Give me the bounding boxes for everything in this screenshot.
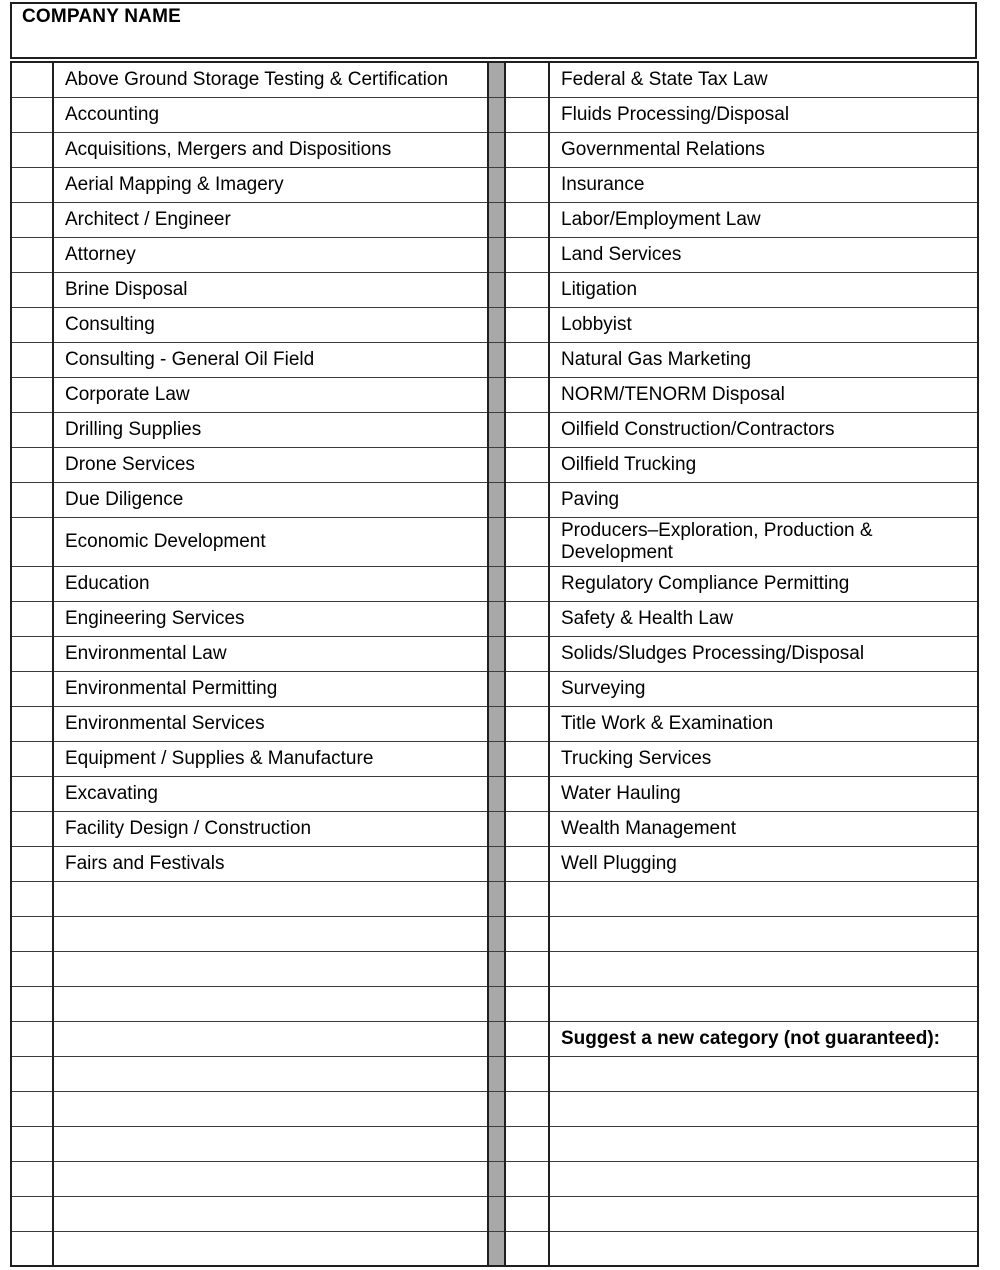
divider-bar — [488, 482, 505, 517]
left-category-cell — [53, 1161, 488, 1196]
right-category-label: Oilfield Construction/Contractors — [561, 418, 835, 440]
left-checkbox-cell[interactable] — [11, 1056, 53, 1091]
right-checkbox-cell[interactable] — [505, 307, 549, 342]
left-category-label: Engineering Services — [65, 607, 245, 629]
right-category-cell — [549, 1091, 978, 1126]
left-checkbox-cell[interactable] — [11, 307, 53, 342]
category-table-body — [11, 62, 978, 1266]
right-category-cell — [549, 601, 978, 636]
left-category-cell — [53, 776, 488, 811]
left-category-label: Acquisitions, Mergers and Dispositions — [65, 138, 392, 160]
left-category-label: Consulting - General Oil Field — [65, 348, 315, 370]
right-category-label: NORM/TENORM Disposal — [561, 383, 785, 405]
right-checkbox-cell[interactable] — [505, 482, 549, 517]
left-checkbox-cell[interactable] — [11, 97, 53, 132]
left-checkbox-cell[interactable] — [11, 447, 53, 482]
left-category-label: Due Diligence — [65, 488, 184, 510]
right-category-label: Fluids Processing/Disposal — [561, 103, 790, 125]
left-category-cell — [53, 986, 488, 1021]
right-checkbox-cell[interactable] — [505, 706, 549, 741]
left-checkbox-cell[interactable] — [11, 846, 53, 881]
divider-bar — [488, 671, 505, 706]
right-category-label: Surveying — [561, 677, 646, 699]
table-row — [11, 377, 978, 412]
right-category-cell — [549, 706, 978, 741]
divider-bar — [488, 1056, 505, 1091]
left-category-cell — [53, 1021, 488, 1056]
left-checkbox-cell[interactable] — [11, 881, 53, 916]
right-category-cell — [549, 846, 978, 881]
right-category-cell — [549, 97, 978, 132]
right-category-cell — [549, 62, 978, 97]
right-checkbox-cell[interactable] — [505, 601, 549, 636]
table-row — [11, 272, 978, 307]
divider-bar — [488, 986, 505, 1021]
right-category-cell — [549, 741, 978, 776]
table-row — [11, 1021, 978, 1056]
divider-bar — [488, 272, 505, 307]
right-checkbox-cell[interactable] — [505, 167, 549, 202]
right-checkbox-cell[interactable] — [505, 1021, 549, 1056]
right-category-label: Well Plugging — [561, 852, 677, 874]
divider-bar — [488, 846, 505, 881]
right-checkbox-cell[interactable] — [505, 202, 549, 237]
right-category-cell — [549, 1126, 978, 1161]
right-checkbox-cell[interactable] — [505, 517, 549, 566]
left-checkbox-cell[interactable] — [11, 671, 53, 706]
right-category-label: Water Hauling — [561, 782, 681, 804]
left-checkbox-cell[interactable] — [11, 601, 53, 636]
left-category-cell — [53, 846, 488, 881]
left-category-cell — [53, 601, 488, 636]
left-category-label: Attorney — [65, 243, 136, 265]
right-checkbox-cell[interactable] — [505, 1056, 549, 1091]
right-checkbox-cell[interactable] — [505, 1091, 549, 1126]
left-category-cell — [53, 1056, 488, 1091]
right-checkbox-cell[interactable] — [505, 342, 549, 377]
left-category-label: Equipment / Supplies & Manufacture — [65, 747, 374, 769]
table-row — [11, 776, 978, 811]
right-category-cell — [549, 237, 978, 272]
divider-bar — [488, 412, 505, 447]
left-category-cell — [53, 951, 488, 986]
right-checkbox-cell[interactable] — [505, 272, 549, 307]
table-row — [11, 846, 978, 881]
left-category-label: Accounting — [65, 103, 160, 125]
left-category-label: Economic Development — [65, 530, 266, 552]
left-category-cell — [53, 1196, 488, 1231]
divider-bar — [488, 237, 505, 272]
left-category-cell — [53, 1091, 488, 1126]
right-category-cell — [549, 377, 978, 412]
left-checkbox-cell[interactable] — [11, 272, 53, 307]
left-category-cell — [53, 412, 488, 447]
table-row — [11, 62, 978, 97]
right-category-label: Trucking Services — [561, 747, 712, 769]
right-category-label: Land Services — [561, 243, 682, 265]
left-checkbox-cell[interactable] — [11, 741, 53, 776]
left-category-label: Environmental Services — [65, 712, 265, 734]
left-category-label: Architect / Engineer — [65, 208, 231, 230]
right-category-label: Natural Gas Marketing — [561, 348, 752, 370]
left-checkbox-cell[interactable] — [11, 811, 53, 846]
table-row — [11, 447, 978, 482]
left-category-cell — [53, 671, 488, 706]
divider-bar — [488, 377, 505, 412]
table-row — [11, 706, 978, 741]
category-table — [10, 61, 979, 1267]
divider-bar — [488, 1091, 505, 1126]
table-row — [11, 881, 978, 916]
left-checkbox-cell[interactable] — [11, 237, 53, 272]
divider-bar — [488, 202, 505, 237]
left-checkbox-cell[interactable] — [11, 951, 53, 986]
left-category-cell — [53, 447, 488, 482]
divider-bar — [488, 776, 505, 811]
divider-bar — [488, 132, 505, 167]
table-row — [11, 132, 978, 167]
left-checkbox-cell[interactable] — [11, 1196, 53, 1231]
divider-bar — [488, 636, 505, 671]
left-checkbox-cell[interactable] — [11, 1091, 53, 1126]
left-category-label: Fairs and Festivals — [65, 852, 225, 874]
divider-bar — [488, 1021, 505, 1056]
right-category-label: Solids/Sludges Processing/Disposal — [561, 642, 865, 664]
right-category-label: Wealth Management — [561, 817, 736, 839]
right-category-cell — [549, 307, 978, 342]
table-row — [11, 202, 978, 237]
divider-bar — [488, 447, 505, 482]
right-category-label: Labor/Employment Law — [561, 208, 761, 230]
company-name-label: COMPANY NAME — [22, 6, 181, 27]
left-category-label: Drone Services — [65, 453, 195, 475]
right-category-label: Paving — [561, 488, 620, 510]
divider-bar — [488, 1231, 505, 1266]
divider-bar — [488, 517, 505, 566]
left-category-cell — [53, 741, 488, 776]
table-row — [11, 811, 978, 846]
left-checkbox-cell[interactable] — [11, 706, 53, 741]
left-category-cell — [53, 881, 488, 916]
right-category-cell — [549, 951, 978, 986]
table-row — [11, 671, 978, 706]
right-category-cell — [549, 881, 978, 916]
table-row — [11, 97, 978, 132]
left-category-label: Education — [65, 572, 150, 594]
right-category-label: Title Work & Examination — [561, 712, 774, 734]
right-checkbox-cell[interactable] — [505, 377, 549, 412]
left-checkbox-cell[interactable] — [11, 916, 53, 951]
left-category-cell — [53, 167, 488, 202]
left-category-cell — [53, 636, 488, 671]
left-category-cell — [53, 132, 488, 167]
left-category-label: Corporate Law — [65, 383, 190, 405]
left-checkbox-cell[interactable] — [11, 986, 53, 1021]
left-checkbox-cell[interactable] — [11, 202, 53, 237]
left-category-cell — [53, 342, 488, 377]
left-category-cell — [53, 272, 488, 307]
left-checkbox-cell[interactable] — [11, 1161, 53, 1196]
table-row — [11, 1231, 978, 1266]
table-row — [11, 1056, 978, 1091]
left-checkbox-cell[interactable] — [11, 482, 53, 517]
right-category-label: Producers–Exploration, Production & Development — [561, 519, 873, 563]
divider-bar — [488, 1126, 505, 1161]
right-category-label: Insurance — [561, 173, 645, 195]
right-category-cell — [549, 1231, 978, 1266]
left-category-label: Facility Design / Construction — [65, 817, 312, 839]
right-category-cell — [549, 517, 978, 566]
left-category-cell — [53, 811, 488, 846]
right-checkbox-cell[interactable] — [505, 636, 549, 671]
left-category-cell — [53, 517, 488, 566]
right-category-cell — [549, 986, 978, 1021]
right-category-cell — [549, 1056, 978, 1091]
divider-bar — [488, 916, 505, 951]
left-checkbox-cell[interactable] — [11, 776, 53, 811]
divider-bar — [488, 97, 505, 132]
right-checkbox-cell[interactable] — [505, 951, 549, 986]
divider-bar — [488, 566, 505, 601]
right-checkbox-cell[interactable] — [505, 237, 549, 272]
right-category-cell — [549, 447, 978, 482]
left-checkbox-cell[interactable] — [11, 167, 53, 202]
table-row — [11, 566, 978, 601]
right-category-cell — [549, 412, 978, 447]
right-category-cell — [549, 1196, 978, 1231]
left-checkbox-cell[interactable] — [11, 1231, 53, 1266]
right-checkbox-cell[interactable] — [505, 97, 549, 132]
right-category-cell — [549, 566, 978, 601]
table-row — [11, 741, 978, 776]
company-name-box[interactable] — [10, 2, 977, 59]
left-category-cell — [53, 1126, 488, 1161]
right-checkbox-cell[interactable] — [505, 916, 549, 951]
left-checkbox-cell[interactable] — [11, 517, 53, 566]
divider-bar — [488, 1161, 505, 1196]
right-checkbox-cell[interactable] — [505, 671, 549, 706]
table-row — [11, 1091, 978, 1126]
right-category-cell — [549, 167, 978, 202]
left-category-label: Aerial Mapping & Imagery — [65, 173, 284, 195]
left-checkbox-cell[interactable] — [11, 636, 53, 671]
left-category-cell — [53, 1231, 488, 1266]
right-checkbox-cell[interactable] — [505, 132, 549, 167]
table-row — [11, 1126, 978, 1161]
left-checkbox-cell[interactable] — [11, 62, 53, 97]
left-category-cell — [53, 307, 488, 342]
left-checkbox-cell[interactable] — [11, 1021, 53, 1056]
divider-bar — [488, 811, 505, 846]
right-category-cell — [549, 916, 978, 951]
right-category-label: Safety & Health Law — [561, 607, 734, 629]
table-row — [11, 1161, 978, 1196]
left-category-cell — [53, 706, 488, 741]
right-category-cell — [549, 272, 978, 307]
left-category-label: Environmental Law — [65, 642, 227, 664]
left-checkbox-cell[interactable] — [11, 132, 53, 167]
left-checkbox-cell[interactable] — [11, 342, 53, 377]
right-category-cell — [549, 132, 978, 167]
left-category-cell — [53, 377, 488, 412]
left-category-label: Excavating — [65, 782, 158, 804]
table-row — [11, 951, 978, 986]
right-checkbox-cell[interactable] — [505, 62, 549, 97]
left-category-label: Drilling Supplies — [65, 418, 202, 440]
right-category-label: Oilfield Trucking — [561, 453, 697, 475]
right-category-cell — [549, 811, 978, 846]
table-row — [11, 307, 978, 342]
right-checkbox-cell[interactable] — [505, 566, 549, 601]
right-category-label: Suggest a new category (not guaranteed): — [561, 1027, 940, 1049]
right-checkbox-cell[interactable] — [505, 412, 549, 447]
right-category-cell — [549, 1021, 978, 1056]
left-category-label: Brine Disposal — [65, 278, 188, 300]
left-checkbox-cell[interactable] — [11, 566, 53, 601]
left-checkbox-cell[interactable] — [11, 1126, 53, 1161]
table-row — [11, 517, 978, 566]
divider-bar — [488, 706, 505, 741]
left-category-label: Consulting — [65, 313, 155, 335]
left-category-cell — [53, 237, 488, 272]
right-category-label: Federal & State Tax Law — [561, 68, 768, 90]
left-category-label: Environmental Permitting — [65, 677, 278, 699]
right-category-cell — [549, 776, 978, 811]
right-checkbox-cell[interactable] — [505, 741, 549, 776]
left-category-label: Above Ground Storage Testing & Certification — [65, 68, 449, 90]
table-row — [11, 342, 978, 377]
right-category-cell — [549, 342, 978, 377]
left-category-cell — [53, 202, 488, 237]
right-checkbox-cell[interactable] — [505, 1126, 549, 1161]
divider-bar — [488, 1196, 505, 1231]
left-category-cell — [53, 566, 488, 601]
table-row — [11, 636, 978, 671]
right-category-label: Lobbyist — [561, 313, 632, 335]
right-checkbox-cell[interactable] — [505, 1161, 549, 1196]
left-category-cell — [53, 482, 488, 517]
right-checkbox-cell[interactable] — [505, 986, 549, 1021]
right-category-cell — [549, 1161, 978, 1196]
divider-bar — [488, 167, 505, 202]
right-category-cell — [549, 482, 978, 517]
right-category-cell — [549, 671, 978, 706]
right-category-label: Regulatory Compliance Permitting — [561, 572, 850, 594]
table-row — [11, 482, 978, 517]
right-checkbox-cell[interactable] — [505, 846, 549, 881]
right-category-cell — [549, 202, 978, 237]
table-row — [11, 237, 978, 272]
table-row — [11, 1196, 978, 1231]
divider-bar — [488, 62, 505, 97]
right-category-label: Litigation — [561, 278, 638, 300]
left-category-cell — [53, 62, 488, 97]
table-row — [11, 986, 978, 1021]
right-checkbox-cell[interactable] — [505, 1196, 549, 1231]
right-checkbox-cell[interactable] — [505, 811, 549, 846]
left-checkbox-cell[interactable] — [11, 377, 53, 412]
right-category-cell — [549, 636, 978, 671]
divider-bar — [488, 881, 505, 916]
divider-bar — [488, 342, 505, 377]
right-category-label: Governmental Relations — [561, 138, 765, 160]
right-checkbox-cell[interactable] — [505, 447, 549, 482]
table-row — [11, 916, 978, 951]
left-category-cell — [53, 916, 488, 951]
table-row — [11, 601, 978, 636]
right-checkbox-cell[interactable] — [505, 1231, 549, 1266]
right-checkbox-cell[interactable] — [505, 776, 549, 811]
divider-bar — [488, 307, 505, 342]
left-checkbox-cell[interactable] — [11, 412, 53, 447]
left-category-cell — [53, 97, 488, 132]
divider-bar — [488, 951, 505, 986]
divider-bar — [488, 741, 505, 776]
table-row — [11, 167, 978, 202]
table-row — [11, 412, 978, 447]
divider-bar — [488, 601, 505, 636]
right-checkbox-cell[interactable] — [505, 881, 549, 916]
